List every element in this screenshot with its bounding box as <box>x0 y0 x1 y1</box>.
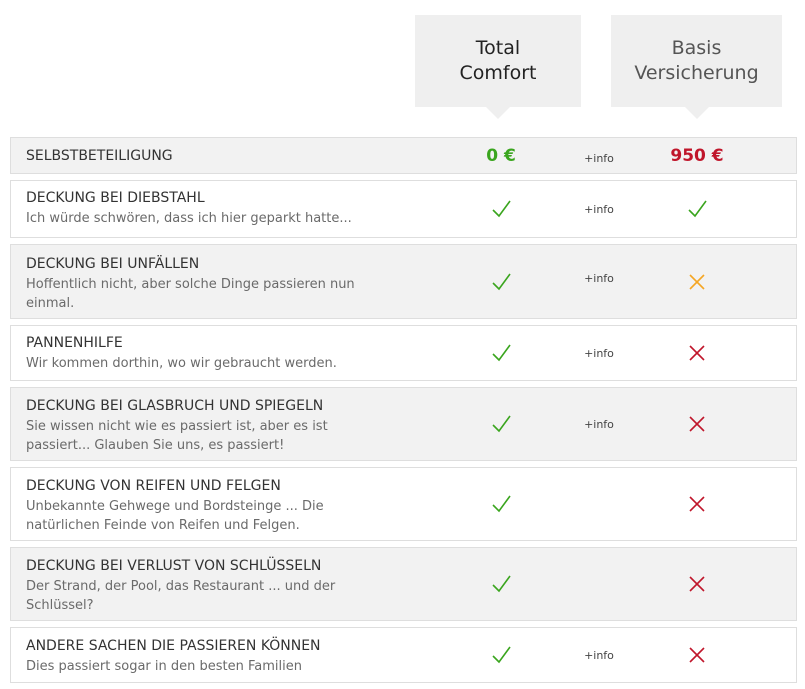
check-icon <box>490 644 512 666</box>
table-row <box>10 547 797 621</box>
plan-title: Basis Versicherung <box>634 37 759 84</box>
row-title: DECKUNG BEI VERLUST VON SCHLÜSSELN <box>26 558 322 574</box>
table-row <box>10 627 797 683</box>
row-title: DECKUNG BEI UNFÄLLEN <box>26 256 200 272</box>
check-icon <box>686 198 708 220</box>
row-title: DECKUNG VON REIFEN UND FELGEN <box>26 478 281 494</box>
info-link[interactable]: +info <box>584 202 614 216</box>
total-price: 0 € <box>486 145 516 166</box>
check-icon <box>490 198 512 220</box>
cross-icon <box>686 644 708 666</box>
table-row <box>10 137 797 174</box>
table-row <box>10 387 797 461</box>
row-subtitle: Ich würde schwören, dass ich hier geparkt hatte... <box>26 211 352 226</box>
table-row <box>10 467 797 541</box>
info-link[interactable]: +info <box>584 272 614 285</box>
row-subtitle: Sie wissen nicht wie es passiert ist, aber es ist passiert... Glauben Sie uns, es passiert! <box>26 419 328 453</box>
cross-icon <box>686 573 708 595</box>
plan-header-basis-versicherung <box>611 15 782 107</box>
row-subtitle: Der Strand, der Pool, das Restaurant ... und der Schlüssel? <box>26 579 336 613</box>
cross-icon <box>686 413 708 435</box>
row-title: DECKUNG BEI GLASBRUCH UND SPIEGELN <box>26 398 324 414</box>
row-title: DECKUNG BEI DIEBSTAHL <box>26 190 205 206</box>
table-row <box>10 180 797 238</box>
table-row <box>10 244 797 319</box>
row-title: PANNENHILFE <box>26 335 123 351</box>
check-icon <box>490 342 512 364</box>
row-subtitle: Wir kommen dorthin, wo wir gebraucht werden. <box>26 356 337 371</box>
row-subtitle: Dies passiert sogar in den besten Familien <box>26 659 302 674</box>
check-icon <box>490 573 512 595</box>
comparison-table <box>10 137 797 689</box>
check-icon <box>490 271 512 293</box>
info-link[interactable]: +info <box>584 417 614 431</box>
row-title: ANDERE SACHEN DIE PASSIEREN KÖNNEN <box>26 638 321 654</box>
table-row <box>10 325 797 381</box>
plan-header-total-comfort <box>415 15 581 107</box>
row-title: SELBSTBETEILIGUNG <box>26 148 173 164</box>
row-subtitle: Hoffentlich nicht, aber solche Dinge passieren nun einmal. <box>26 277 355 311</box>
partial-cross-icon <box>686 271 708 293</box>
info-link[interactable]: +info <box>584 648 614 662</box>
check-icon <box>490 413 512 435</box>
basis-price: 950 € <box>670 145 724 166</box>
info-link[interactable]: +info <box>584 346 614 360</box>
check-icon <box>490 493 512 515</box>
plan-title: Total Comfort <box>459 37 537 84</box>
info-link[interactable]: +info <box>584 152 614 165</box>
cross-icon <box>686 493 708 515</box>
cross-icon <box>686 342 708 364</box>
row-subtitle: Unbekannte Gehwege und Bordsteinge ... Die natürlichen Feinde von Reifen und Felgen. <box>26 499 324 533</box>
